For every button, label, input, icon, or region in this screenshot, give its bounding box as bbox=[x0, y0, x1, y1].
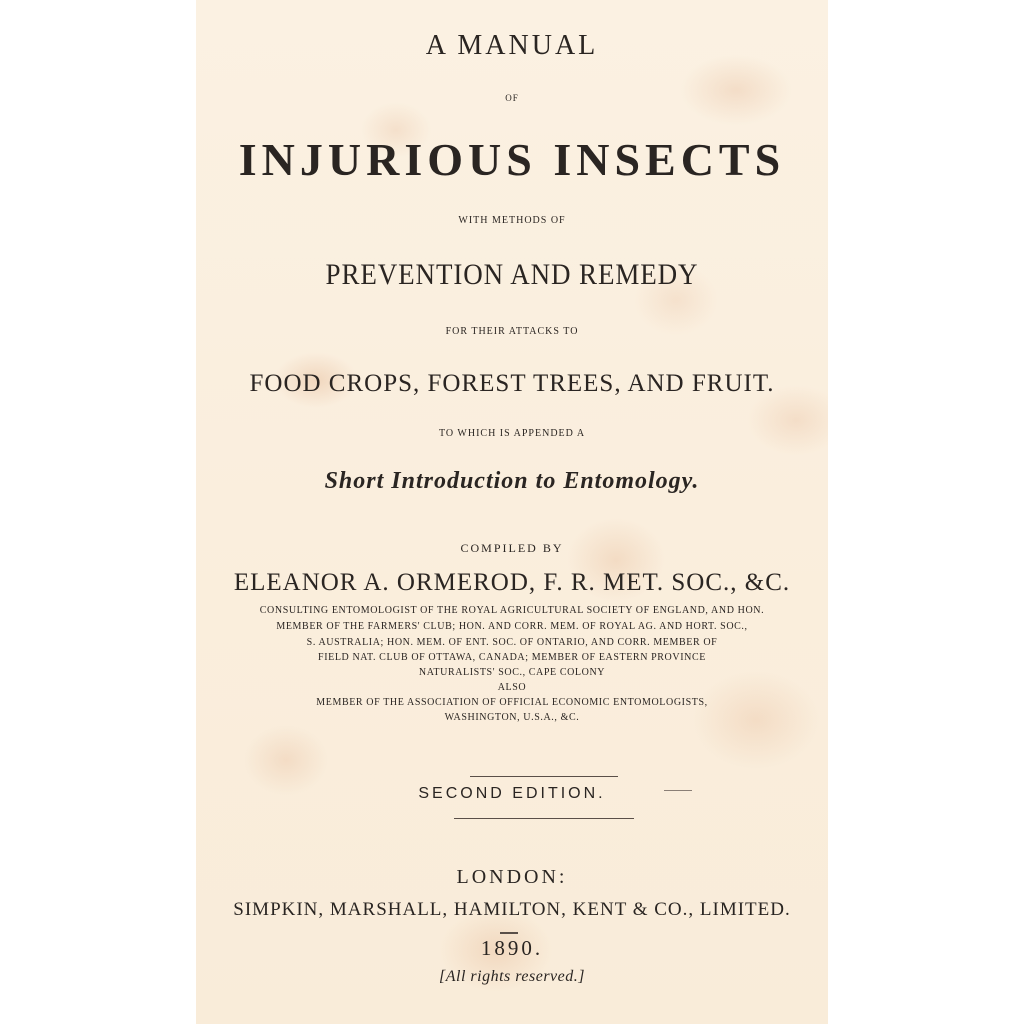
title-line-of: OF bbox=[505, 93, 519, 103]
credential-line: MEMBER OF THE ASSOCIATION OF OFFICIAL ECONOMIC ENTOMOLOGISTS, bbox=[316, 697, 708, 708]
publisher-name: SIMPKIN, MARSHALL, HAMILTON, KENT & CO., LIMITED. bbox=[233, 899, 791, 920]
credential-line: WASHINGTON, U.S.A., &C. bbox=[444, 712, 580, 723]
publication-city: LONDON: bbox=[456, 866, 568, 888]
title-line-prevention: PREVENTION AND REMEDY bbox=[325, 258, 699, 291]
year-rule bbox=[500, 932, 518, 934]
title-line-short-introduction: Short Introduction to Entomology. bbox=[324, 468, 700, 494]
credential-line: ALSO bbox=[497, 682, 527, 693]
title-line-with: WITH METHODS OF bbox=[458, 215, 566, 226]
title-line-food: FOOD CROPS, FOREST TREES, AND FRUIT. bbox=[249, 370, 775, 397]
title-line-manual: A MANUAL bbox=[425, 30, 599, 61]
title-page bbox=[196, 0, 828, 1024]
main-title: INJURIOUS INSECTS bbox=[238, 134, 786, 185]
author-name: ELEANOR A. ORMEROD, F. R. MET. SOC., &C. bbox=[233, 569, 791, 596]
title-line-for: FOR THEIR ATTACKS TO bbox=[445, 326, 579, 337]
rights-notice: [All rights reserved.] bbox=[439, 968, 585, 985]
credential-line: FIELD NAT. CLUB OF OTTAWA, CANADA; MEMBER OF EASTERN PROVINCE bbox=[318, 652, 706, 663]
credential-line: NATURALISTS' SOC., CAPE COLONY bbox=[418, 667, 606, 678]
compiled-by-label: COMPILED BY bbox=[460, 541, 564, 555]
title-line-which: TO WHICH IS APPENDED A bbox=[438, 428, 586, 439]
credential-line: S. AUSTRALIA; HON. MEM. OF ENT. SOC. OF ONTARIO, AND CORR. MEMBER OF bbox=[306, 637, 718, 648]
publication-year: 1890. bbox=[480, 936, 544, 960]
edition-label: SECOND EDITION. bbox=[418, 785, 606, 802]
credential-line: MEMBER OF THE FARMERS' CLUB; HON. AND CORR. MEM. OF ROYAL AG. AND HORT. SOC., bbox=[276, 621, 748, 632]
edition-bottom-rule bbox=[454, 818, 634, 819]
ink-fleck bbox=[664, 790, 692, 791]
credential-line: CONSULTING ENTOMOLOGIST OF THE ROYAL AGRICULTURAL SOCIETY OF ENGLAND, AND HON. bbox=[259, 605, 765, 616]
edition-top-rule bbox=[470, 776, 618, 777]
